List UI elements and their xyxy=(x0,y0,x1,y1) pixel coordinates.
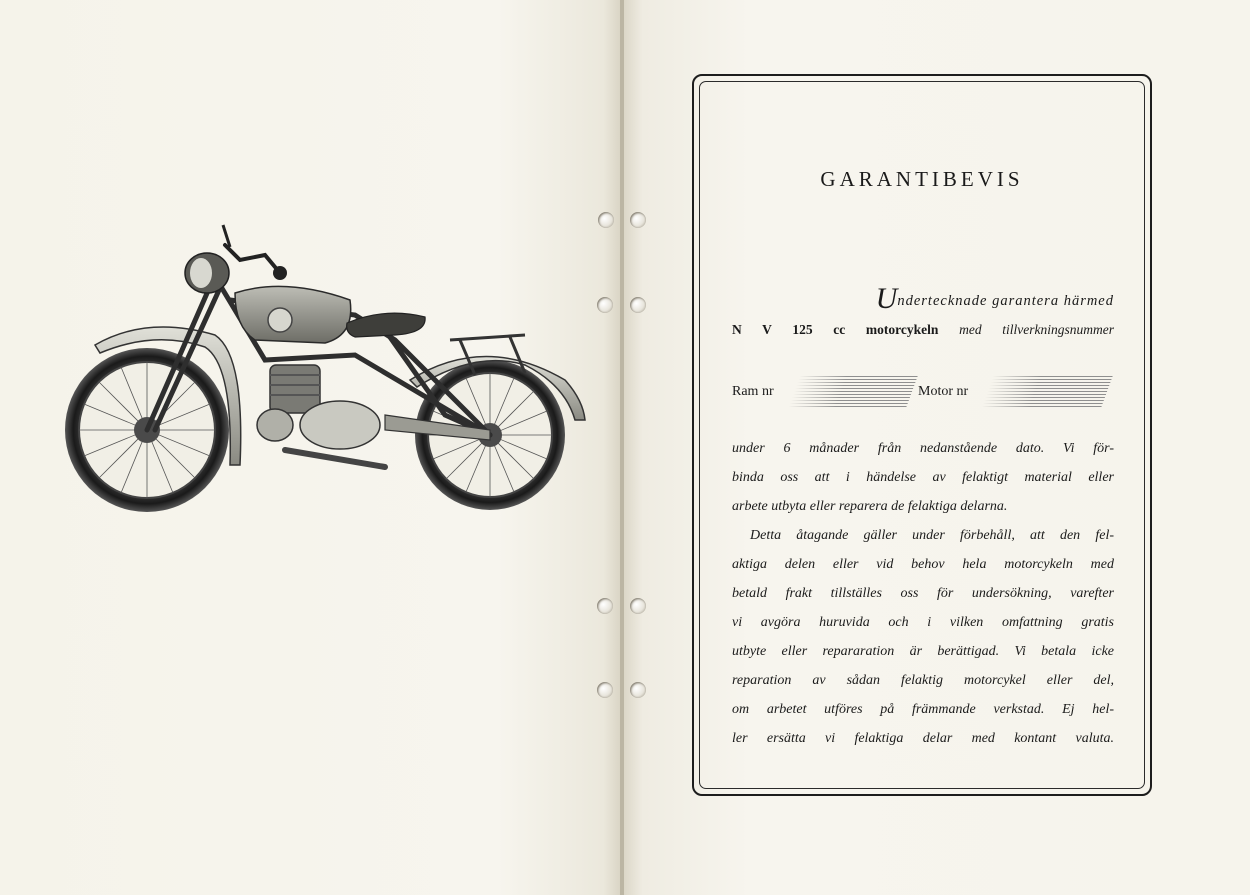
binder-hole xyxy=(630,297,646,313)
motor-number-field[interactable] xyxy=(981,376,1113,408)
binder-hole xyxy=(597,598,613,614)
intro-line-1 xyxy=(732,282,1114,316)
intro-line-1-text: ndertecknade garantera härmed xyxy=(897,293,1114,309)
binder-hole xyxy=(630,212,646,228)
text-line: reparation av sådan felaktig motorcykel eller del, xyxy=(732,673,1114,688)
text-line: betald frakt tillställes oss för undersökning, varefter xyxy=(732,586,1114,601)
text-line: utbyte eller repararation är berättigad. Vi betala icke xyxy=(732,644,1114,659)
text-line: om arbetet utföres på främmande verkstad. Ej hel- xyxy=(732,702,1114,717)
intro-line-2 xyxy=(732,322,1114,338)
drop-cap: U xyxy=(875,282,898,315)
fuel-tank xyxy=(235,286,351,343)
binder-hole xyxy=(598,212,614,228)
serial-fields xyxy=(732,376,1114,410)
motorcycle-illustration xyxy=(55,215,595,525)
certificate-title: GARANTIBEVIS xyxy=(820,167,1024,192)
text-line: binda oss att i händelse av felaktigt material eller xyxy=(732,470,1114,485)
binder-hole xyxy=(630,598,646,614)
motor-number-label: Motor nr xyxy=(918,384,969,399)
text-line: arbete utbyta eller reparera de felaktiga delarna. xyxy=(732,499,1008,514)
intro-line-2-text: med tillverkningsnummer xyxy=(959,322,1114,337)
left-page xyxy=(0,0,622,895)
engine xyxy=(257,365,380,449)
text-line: aktiga delen eller vid behov hela motorcykeln med xyxy=(732,557,1114,572)
frame-number-label: Ram nr xyxy=(732,384,774,399)
model-name: N V 125 cc motorcykeln xyxy=(732,322,939,337)
binder-hole xyxy=(597,682,613,698)
text-line: Detta åtagande gäller under förbehåll, att den fel- xyxy=(750,528,1114,543)
text-line: under 6 månader från nedanstående dato. Vi för- xyxy=(732,441,1114,456)
binder-hole xyxy=(597,297,613,313)
warranty-text xyxy=(732,434,1114,753)
binder-hole xyxy=(630,682,646,698)
frame-number-field[interactable] xyxy=(788,376,918,408)
text-line: vi avgöra huruvida och i vilken omfattning gratis xyxy=(732,615,1114,630)
text-line: ler ersätta vi felaktiga delar med kontant valuta. xyxy=(732,731,1114,746)
